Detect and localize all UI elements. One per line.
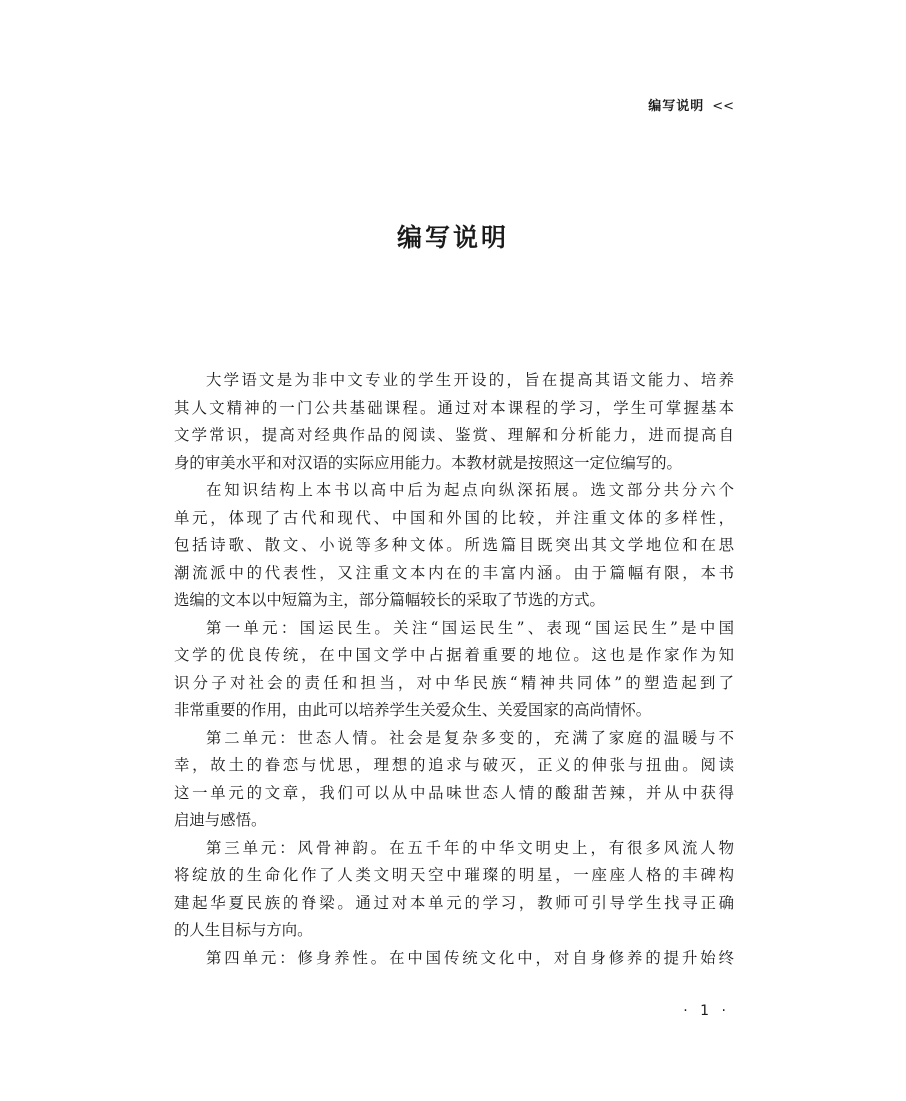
running-header-arrows: << xyxy=(712,99,734,114)
text-line: 大学语文是为非中文专业的学生开设的，旨在提高其语文能力、培养 xyxy=(206,371,734,389)
text-line: 其人文精神的一门公共基础课程。通过对本课程的学习，学生可掌握基本 xyxy=(174,398,734,417)
page-title: 编写说明 xyxy=(396,223,509,252)
page-number: · 1 · xyxy=(683,1003,730,1019)
text-line: 启迪与感悟。 xyxy=(174,811,267,829)
text-line: 包括诗歌、散文、小说等多种文体。所选篇目既突出其文学地位和在思 xyxy=(174,536,734,554)
text-line: 第一单元：国运民生。关注“国运民生”、表现“国运民生”是中国 xyxy=(206,618,734,637)
text-line: 文学常识，提高对经典作品的阅读、鉴赏、理解和分析能力，进而提高自 xyxy=(174,426,734,444)
running-header-title: 编写说明 xyxy=(648,99,705,114)
running-header xyxy=(648,95,734,114)
text-line: 身的审美水平和对汉语的实际应用能力。本教材就是按照这一定位编写的。 xyxy=(174,453,682,472)
text-line: 幸，故土的眷恋与忧思，理想的追求与破灭，正义的伸张与扭曲。阅读 xyxy=(174,756,734,774)
text-line: 识分子对社会的责任和担当，对中华民族“精神共同体”的塑造起到了 xyxy=(174,673,734,692)
text-line: 在知识结构上本书以高中后为起点向纵深拓展。选文部分共分六个 xyxy=(206,481,734,499)
text-line: 第三单元：风骨神韵。在五千年的中华文明史上，有很多风流人物 xyxy=(206,838,734,857)
text-line: 建起华夏民族的脊梁。通过对本单元的学习，教师可引导学生找寻正确 xyxy=(174,893,734,912)
text-line: 潮流派中的代表性，又注重文本内在的丰富内涵。由于篇幅有限，本书 xyxy=(174,563,734,582)
text-line: 的人生目标与方向。 xyxy=(174,921,313,939)
text-line: 第四单元：修身养性。在中国传统文化中，对自身修养的提升始终 xyxy=(206,948,734,967)
text-line: 将绽放的生命化作了人类文明天空中璀璨的明星，一座座人格的丰碑构 xyxy=(174,866,734,884)
text-line: 非常重要的作用，由此可以培养学生关爱众生、关爱国家的高尚情怀。 xyxy=(174,701,652,719)
text-line: 第二单元：世态人情。社会是复杂多变的，充满了家庭的温暖与不 xyxy=(206,728,734,747)
text-line: 选编的文本以中短篇为主，部分篇幅较长的采取了节选的方式。 xyxy=(174,591,605,609)
body-text xyxy=(174,367,734,972)
text-line: 这一单元的文章，我们可以从中品味世态人情的酸甜苦辣，并从中获得 xyxy=(174,783,734,802)
text-line: 文学的优良传统，在中国文学中占据着重要的地位。这也是作家作为知 xyxy=(174,646,734,664)
text-line: 单元，体现了古代和现代、中国和外国的比较，并注重文体的多样性， xyxy=(174,508,734,527)
